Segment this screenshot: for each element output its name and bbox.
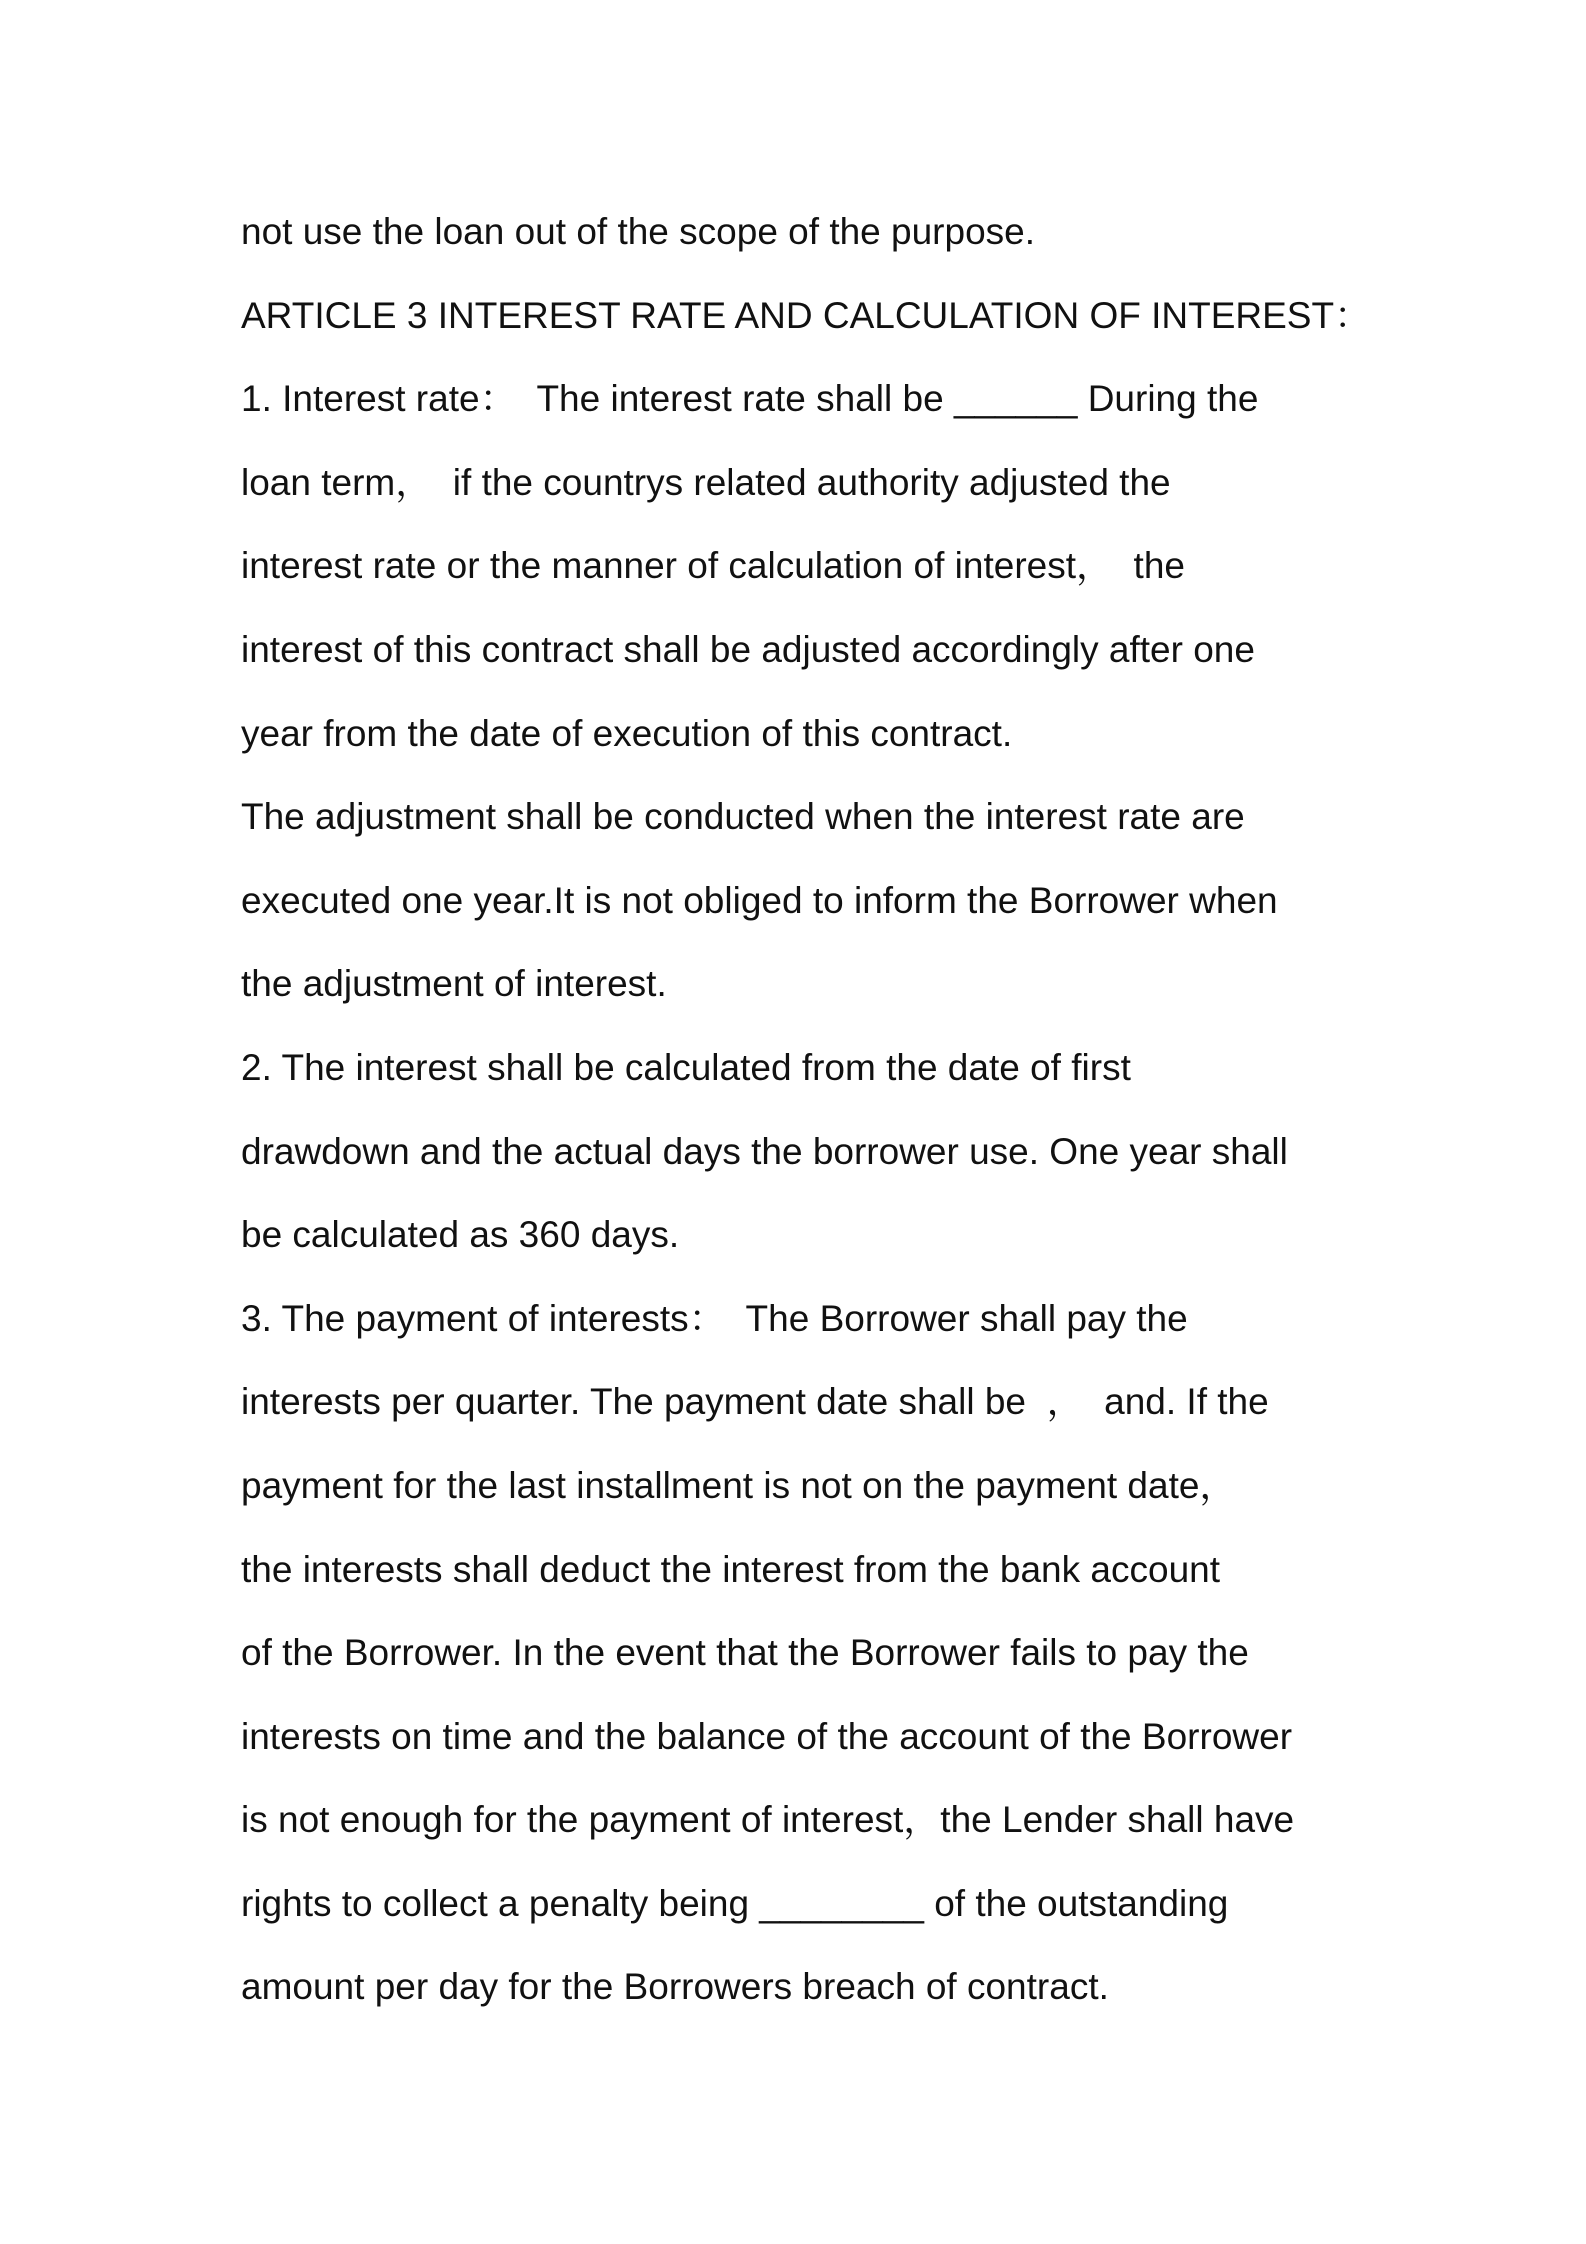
- text-line: amount per day for the Borrowers breach of contract.: [241, 1966, 1109, 2008]
- text-line: The adjustment shall be conducted when the interest rate are: [241, 796, 1245, 838]
- text-line: rights to collect a penalty being ________ of the outstanding: [241, 1882, 1229, 1924]
- text-line: interests on time and the balance of the account of the Borrower: [241, 1715, 1293, 1757]
- text-line: the interests shall deduct the interest from the bank account: [241, 1548, 1221, 1590]
- document-body: [241, 204, 1391, 2043]
- text-line: the adjustment of interest.: [241, 963, 667, 1005]
- text-line: 2. The interest shall be calculated from the date of first: [241, 1046, 1131, 1088]
- text-line: payment for the last installment is not on the payment date，: [241, 1464, 1237, 1506]
- text-line: drawdown and the actual days the borrower use. One year shall: [241, 1130, 1288, 1172]
- text-line: interest rate or the manner of calculation of interest， the: [241, 545, 1185, 587]
- text-line: interests per quarter. The payment date shall be ， and. If the: [241, 1381, 1269, 1423]
- text-line: 3. The payment of interests： The Borrower shall pay the: [241, 1297, 1188, 1339]
- article-heading: ARTICLE 3 INTEREST RATE AND CALCULATION OF INTEREST：: [241, 294, 1372, 336]
- text-line: is not enough for the payment of interest，the Lender shall have: [241, 1799, 1295, 1841]
- text-line: be calculated as 360 days.: [241, 1214, 680, 1256]
- text-line: interest of this contract shall be adjusted accordingly after one: [241, 628, 1255, 670]
- text-line: year from the date of execution of this contract.: [241, 712, 1013, 754]
- text-line: executed one year.It is not obliged to inform the Borrower when: [241, 879, 1278, 921]
- text-line: loan term， if the countrys related authority adjusted the: [241, 461, 1171, 503]
- text-line: 1. Interest rate： The interest rate shall be ______ During the: [241, 378, 1259, 420]
- text-line: of the Borrower. In the event that the Borrower fails to pay the: [241, 1632, 1249, 1674]
- text-line: not use the loan out of the scope of the purpose.: [241, 211, 1036, 252]
